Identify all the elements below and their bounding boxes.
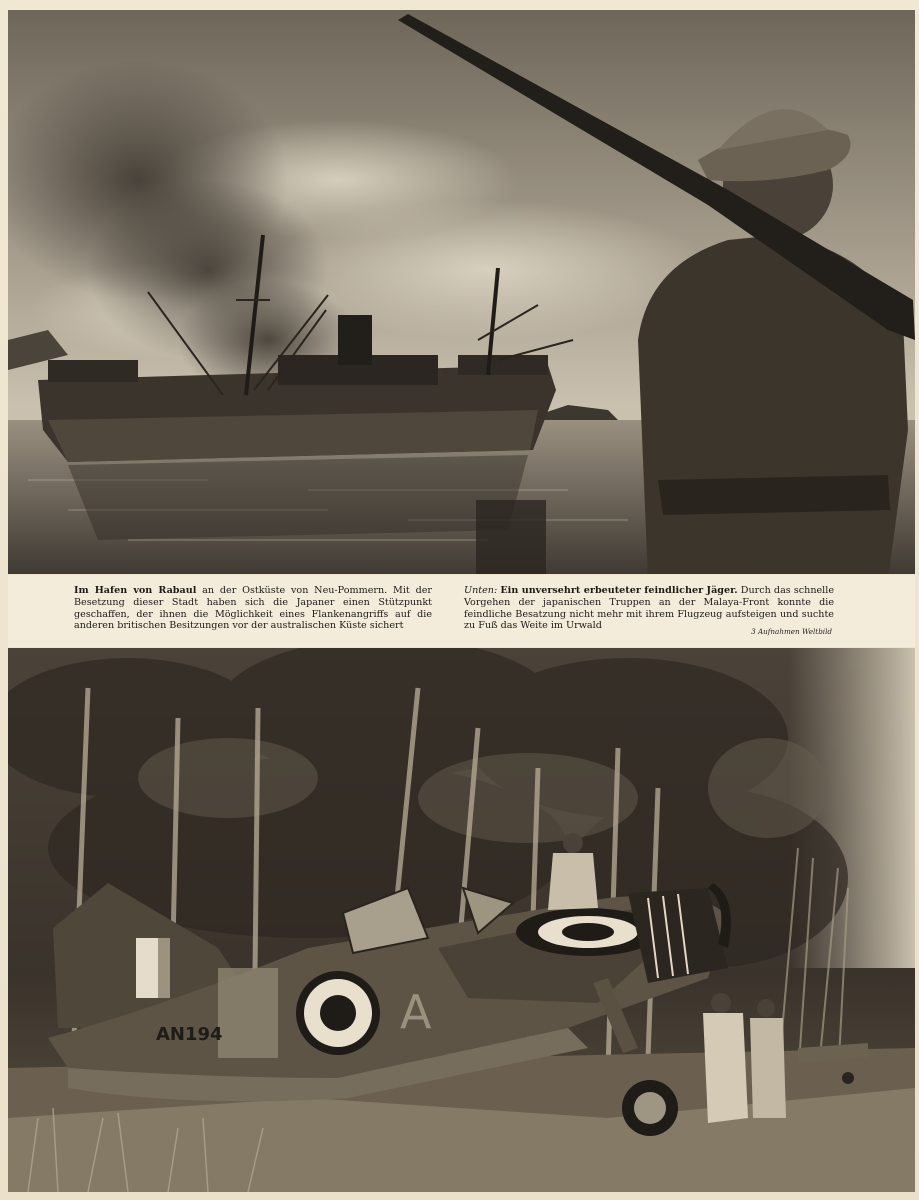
caption-left-lead: Im Hafen von Rabaul bbox=[74, 585, 197, 596]
caption-right bbox=[464, 585, 834, 632]
harbor-ship-soldier-icon bbox=[8, 10, 915, 574]
captured-fighter-photo bbox=[8, 648, 915, 1192]
harbor-photo bbox=[8, 10, 915, 574]
caption-right-prefix: Unten: bbox=[464, 585, 498, 596]
caption-left bbox=[74, 585, 432, 632]
caption-strip bbox=[8, 575, 915, 647]
aircraft-serial: AN194 bbox=[156, 1024, 223, 1045]
caption-right-body: Durch das schnelle Vorgehen der japanischen Truppen an der Malaya-Front konnte die feindliche Besatzung nicht mehr mit ihrem Flugzeug aufsteigen und suchte zu Fuß das Weite im Urwald bbox=[464, 585, 834, 632]
captured-fighter-plane-icon bbox=[8, 648, 915, 1192]
caption-right-lead: Ein unversehrt erbeuteter feindlicher Jäger. bbox=[500, 585, 738, 596]
caption-left-body: an der Ostküste von Neu-Pommern. Mit der Besetzung dieser Stadt haben sich die Japaner einen Stützpunkt geschaffen, der ihnen die Möglichkeit eines Flankenangriffs auf die anderen britischen Besitzungen vor der australischen Küste sichert bbox=[74, 585, 432, 632]
aircraft-letter: A bbox=[400, 985, 432, 1039]
photo-credit: 3 Aufnahmen Weltbild bbox=[751, 627, 832, 636]
